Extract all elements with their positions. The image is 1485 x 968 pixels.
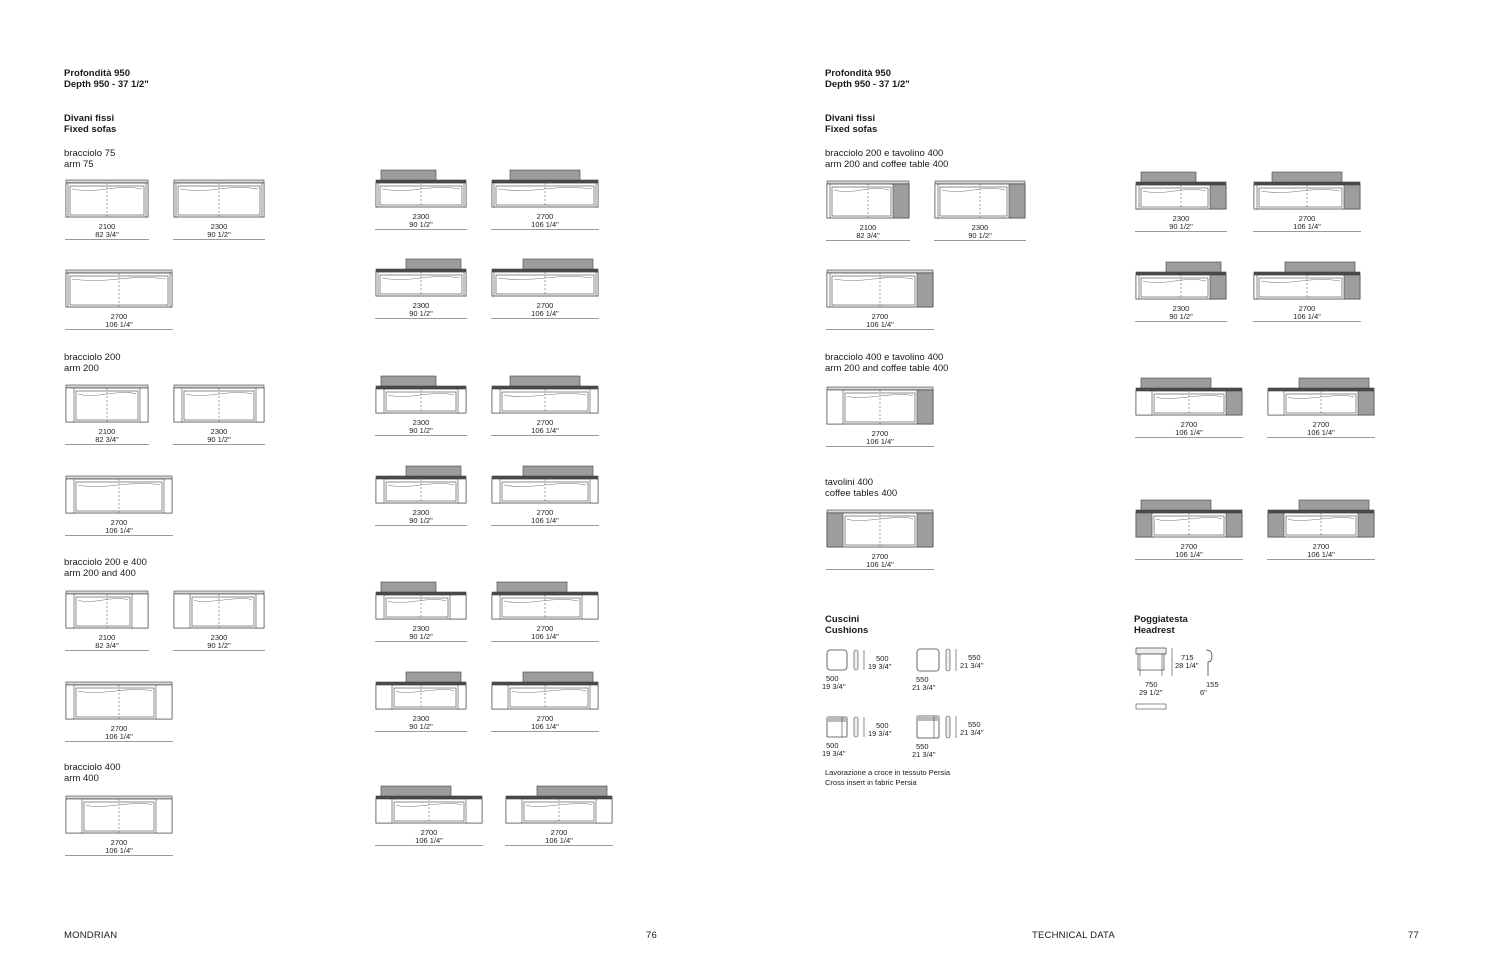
sofa-drawing — [172, 589, 266, 630]
dimension-label: 2300 90 1/2" — [1169, 304, 1193, 321]
sofa-drawing — [933, 179, 1027, 220]
sofa-drawing — [64, 794, 174, 835]
dimension-underline — [1135, 231, 1227, 232]
dimension-label: 2700 106 1/4" — [105, 312, 133, 329]
dimension-underline — [173, 650, 265, 651]
dimension-label: 2300 90 1/2" — [207, 222, 231, 239]
dimension-label: 2300 90 1/2" — [968, 223, 992, 240]
cushion-note-it: Lavorazione a croce in tessuto Persia — [825, 768, 951, 777]
type-heading-en-right: Fixed sofas — [825, 124, 878, 135]
footer-right-page: 77 — [1408, 930, 1419, 941]
cushions-title-it: Cuscini — [825, 614, 860, 625]
cushion-width-label: 550 21 3/4" — [912, 742, 936, 759]
footer-left-title: MONDRIAN — [64, 930, 118, 941]
sofa-drawing — [1134, 376, 1244, 417]
dimension-underline — [491, 318, 599, 319]
cushion-width-label: 500 19 3/4" — [822, 741, 846, 758]
dimension-underline — [375, 229, 467, 230]
sofa-drawing — [64, 383, 150, 424]
type-heading-en-left: Fixed sofas — [64, 124, 117, 135]
dimension-label: 2300 90 1/2" — [409, 301, 433, 318]
dimension-underline — [375, 845, 483, 846]
dimension-underline — [375, 525, 467, 526]
dimension-underline — [491, 525, 599, 526]
sofa-drawing — [504, 784, 614, 825]
dimension-label: 2700 106 1/4" — [1307, 420, 1335, 437]
dimension-underline — [375, 435, 467, 436]
sofa-drawing — [64, 268, 174, 309]
dimension-underline — [173, 239, 265, 240]
dimension-label: 2700 106 1/4" — [105, 838, 133, 855]
sofa-drawing — [1252, 260, 1362, 301]
dimension-underline — [1135, 321, 1227, 322]
sofa-drawing — [172, 383, 266, 424]
depth-heading-it-left: Profondità 950 — [64, 68, 130, 79]
dimension-label: 2700 106 1/4" — [531, 508, 559, 525]
headrest-width-label: 750 29 1/2" — [1139, 680, 1163, 697]
dimension-label: 2300 90 1/2" — [1169, 214, 1193, 231]
dimension-underline — [375, 731, 467, 732]
dimension-label: 2100 82 3/4" — [856, 223, 880, 240]
dimension-label: 2300 90 1/2" — [409, 624, 433, 641]
dimension-label: 2300 90 1/2" — [409, 418, 433, 435]
cushion-height-label: 500 19 3/4" — [868, 721, 892, 738]
sofa-drawing — [1134, 260, 1228, 301]
dimension-label: 2700 106 1/4" — [1175, 542, 1203, 559]
dimension-underline — [65, 444, 149, 445]
dimension-label: 2700 106 1/4" — [531, 212, 559, 229]
dimension-label: 2300 90 1/2" — [409, 212, 433, 229]
dimension-underline — [934, 240, 1026, 241]
sofa-drawing — [374, 580, 468, 621]
dimension-underline — [491, 641, 599, 642]
sofa-drawing — [64, 589, 150, 630]
sofa-drawing — [374, 784, 484, 825]
sofa-drawing — [490, 580, 600, 621]
sofa-drawing — [825, 179, 911, 220]
cushion-note-en: Cross insert in fabric Persia — [825, 778, 917, 787]
section-label-en: arm 200 and 400 — [64, 568, 136, 579]
dimension-underline — [826, 446, 934, 447]
sofa-drawing — [374, 168, 468, 209]
sofa-drawing — [172, 178, 266, 219]
dimension-underline — [1267, 437, 1375, 438]
sofa-drawing — [1134, 498, 1244, 539]
dimension-label: 2700 106 1/4" — [105, 724, 133, 741]
dimension-underline — [826, 240, 910, 241]
dimension-underline — [65, 329, 173, 330]
dimension-label: 2700 106 1/4" — [1175, 420, 1203, 437]
dimension-underline — [65, 535, 173, 536]
dimension-label: 2700 106 1/4" — [866, 552, 894, 569]
headrest-depth-label: 155 6" — [1200, 680, 1219, 697]
dimension-underline — [491, 731, 599, 732]
dimension-label: 2700 106 1/4" — [1293, 214, 1321, 231]
sofa-drawing — [1266, 376, 1376, 417]
cushion-height-label: 550 21 3/4" — [960, 653, 984, 670]
dimension-label: 2300 90 1/2" — [409, 508, 433, 525]
dimension-label: 2300 90 1/2" — [409, 714, 433, 731]
sofa-drawing — [1134, 170, 1228, 211]
sofa-drawing — [825, 385, 935, 426]
dimension-underline — [65, 741, 173, 742]
depth-heading-it-right: Profondità 950 — [825, 68, 891, 79]
section-label-en: arm 200 — [64, 363, 99, 374]
dimension-label: 2700 106 1/4" — [1293, 304, 1321, 321]
dimension-label: 2100 82 3/4" — [95, 633, 119, 650]
section-label-it: bracciolo 400 e tavolino 400 — [825, 352, 944, 363]
cushion-height-label: 550 21 3/4" — [960, 720, 984, 737]
dimension-underline — [1135, 437, 1243, 438]
sofa-drawing — [374, 374, 468, 415]
dimension-underline — [65, 650, 149, 651]
section-label-en: arm 200 and coffee table 400 — [825, 363, 949, 374]
sofa-drawing — [374, 464, 468, 505]
cushion-height-label: 500 19 3/4" — [868, 654, 892, 671]
sofa-drawing — [374, 670, 468, 711]
dimension-label: 2700 106 1/4" — [415, 828, 443, 845]
dimension-underline — [375, 318, 467, 319]
section-label-it: bracciolo 75 — [64, 148, 116, 159]
type-heading-it-right: Divani fissi — [825, 113, 876, 124]
section-label-it: bracciolo 200 e 400 — [64, 557, 147, 568]
sofa-drawing — [64, 474, 174, 515]
dimension-underline — [1135, 559, 1243, 560]
section-label-it: tavolini 400 — [825, 477, 874, 488]
dimension-underline — [1267, 559, 1375, 560]
sofa-drawing — [825, 268, 935, 309]
dimension-label: 2700 106 1/4" — [545, 828, 573, 845]
dimension-label: 2700 106 1/4" — [531, 624, 559, 641]
cushions-title-en: Cushions — [825, 625, 869, 636]
dimension-label: 2300 90 1/2" — [207, 633, 231, 650]
section-label-en: arm 75 — [64, 159, 94, 170]
depth-heading-en-right: Depth 950 - 37 1/2" — [825, 79, 910, 90]
headrest-title-en: Headrest — [1134, 625, 1175, 636]
section-label-it: bracciolo 200 — [64, 352, 121, 363]
sofa-drawing — [374, 257, 468, 298]
sofa-drawing — [64, 680, 174, 721]
dimension-label: 2700 106 1/4" — [531, 301, 559, 318]
dimension-underline — [505, 845, 613, 846]
dimension-label: 2700 106 1/4" — [866, 429, 894, 446]
dimension-label: 2100 82 3/4" — [95, 222, 119, 239]
sofa-drawing — [490, 257, 600, 298]
sofa-drawing — [1252, 170, 1362, 211]
headrest-title-it: Poggiatesta — [1134, 614, 1188, 625]
dimension-underline — [375, 641, 467, 642]
dimension-underline — [826, 569, 934, 570]
cushion-width-label: 500 19 3/4" — [822, 674, 846, 691]
dimension-label: 2300 90 1/2" — [207, 427, 231, 444]
sofa-drawing — [490, 168, 600, 209]
footer-left-page: 76 — [646, 930, 657, 941]
dimension-underline — [491, 229, 599, 230]
footer-right-title: TECHNICAL DATA — [1032, 930, 1115, 941]
sofa-drawing — [64, 178, 150, 219]
type-heading-it-left: Divani fissi — [64, 113, 115, 124]
sofa-drawing — [825, 508, 935, 549]
dimension-label: 2700 106 1/4" — [1307, 542, 1335, 559]
sofa-drawing — [490, 670, 600, 711]
sofa-drawing — [1266, 498, 1376, 539]
dimension-underline — [826, 329, 934, 330]
dimension-underline — [65, 855, 173, 856]
dimension-label: 2700 106 1/4" — [531, 418, 559, 435]
dimension-underline — [1253, 321, 1361, 322]
section-label-it: bracciolo 400 — [64, 762, 121, 773]
dimension-underline — [491, 435, 599, 436]
sofa-drawing — [490, 374, 600, 415]
dimension-label: 2700 106 1/4" — [105, 518, 133, 535]
depth-heading-en-left: Depth 950 - 37 1/2" — [64, 79, 149, 90]
cushion-width-label: 550 21 3/4" — [912, 675, 936, 692]
dimension-underline — [65, 239, 149, 240]
dimension-underline — [1253, 231, 1361, 232]
dimension-label: 2700 106 1/4" — [531, 714, 559, 731]
dimension-label: 2700 106 1/4" — [866, 312, 894, 329]
headrest-height-label: 715 28 1/4" — [1175, 653, 1199, 670]
section-label-en: arm 400 — [64, 773, 99, 784]
dimension-label: 2100 82 3/4" — [95, 427, 119, 444]
section-label-en: arm 200 and coffee table 400 — [825, 159, 949, 170]
sofa-drawing — [490, 464, 600, 505]
section-label-en: coffee tables 400 — [825, 488, 898, 499]
section-label-it: bracciolo 200 e tavolino 400 — [825, 148, 944, 159]
dimension-underline — [173, 444, 265, 445]
